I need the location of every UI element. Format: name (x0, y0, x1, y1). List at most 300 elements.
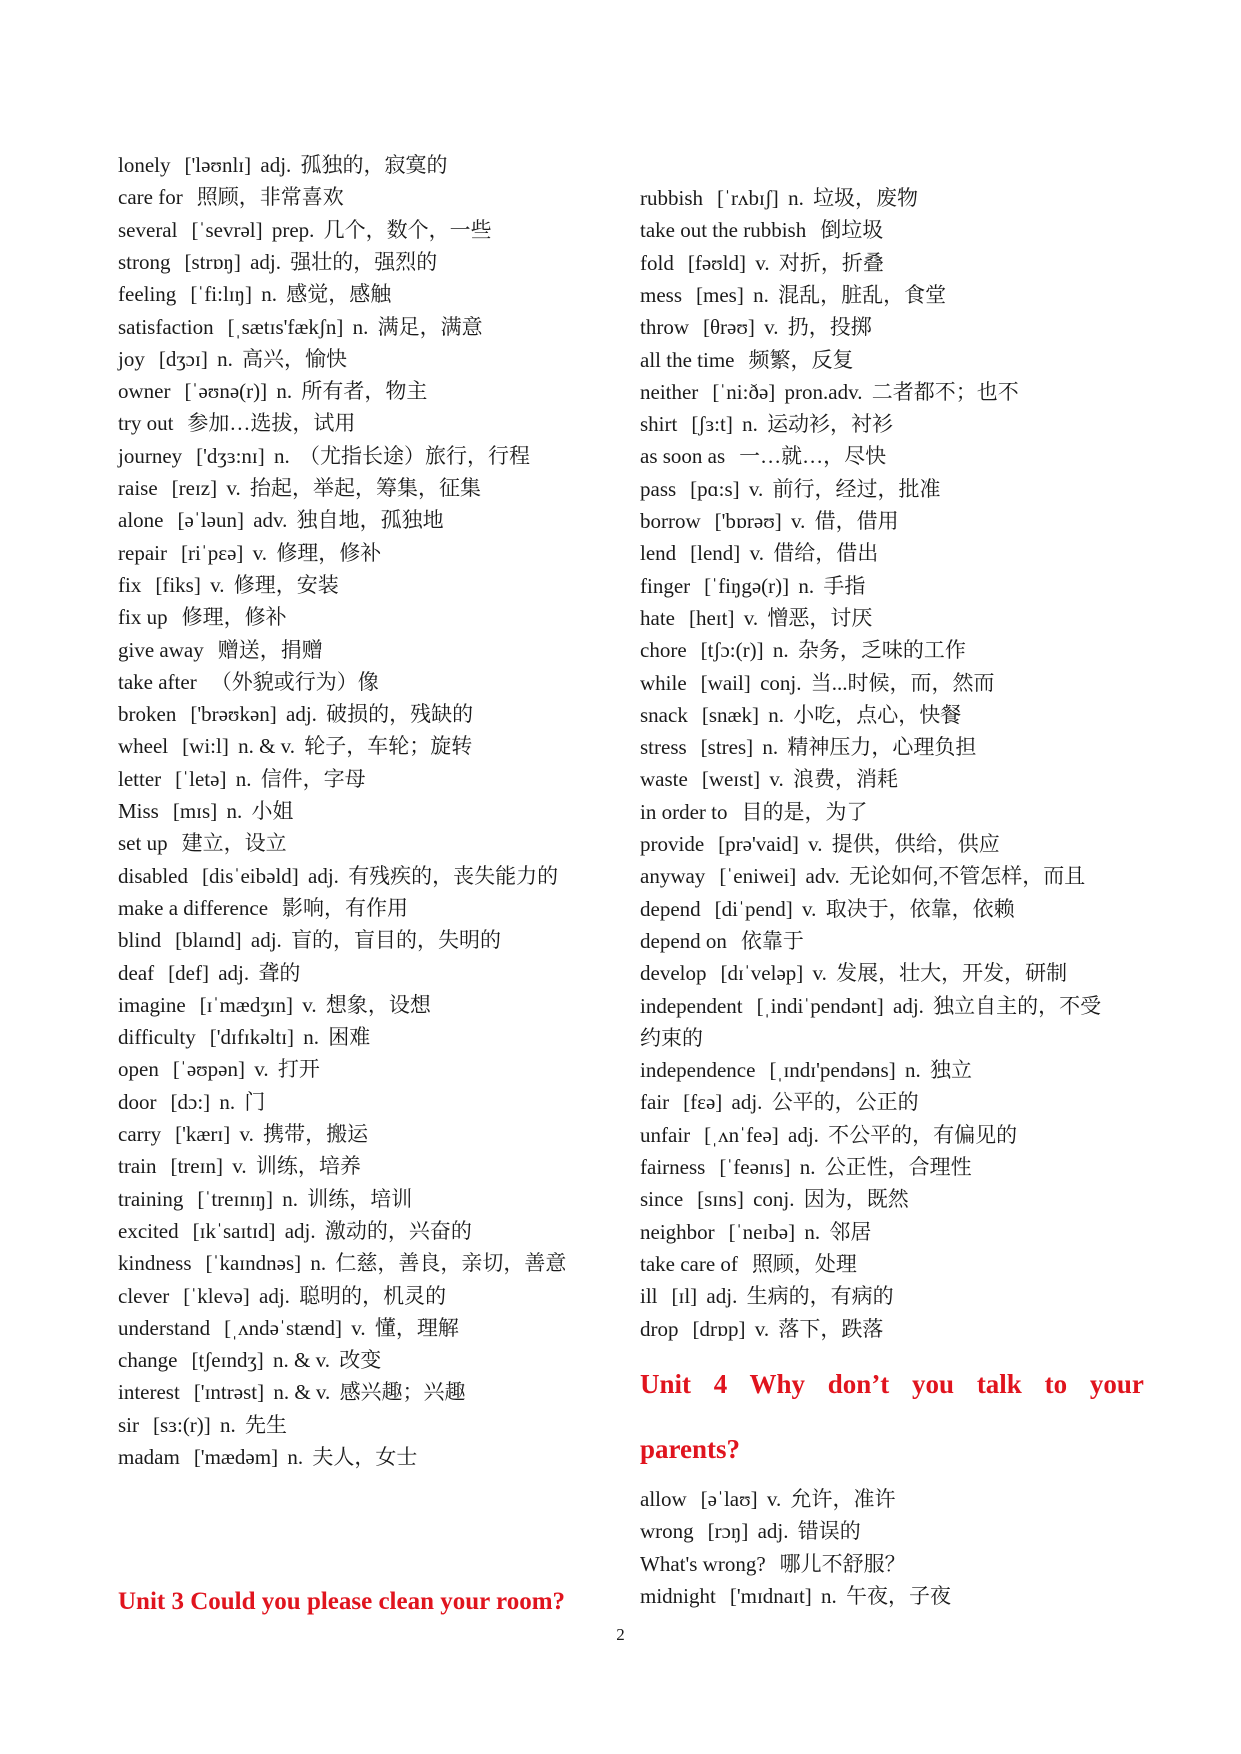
vocab-entry (118, 152, 448, 178)
vocab-entry (640, 411, 893, 437)
vocab-word: journey (118, 443, 183, 468)
vocab-phonetic: [ˌʌndəˈstænd] (224, 1315, 342, 1340)
vocab-entry (640, 573, 865, 599)
vocab-phonetic: [rɔŋ] (707, 1519, 749, 1544)
vocab-meaning: 当...时候，而，然而 (810, 670, 995, 695)
vocab-entry (118, 443, 530, 469)
vocab-meaning: 错误的 (797, 1519, 861, 1544)
vocab-pos: v. (351, 1315, 366, 1340)
vocab-phonetic: ['mædəm] (193, 1445, 279, 1469)
vocab-pos: adj. (284, 1218, 316, 1243)
vocab-meaning: 几个，数个，一些 (323, 217, 492, 242)
vocab-phonetic: [dɔ:] (170, 1089, 211, 1114)
vocab-pos: n. (804, 1219, 821, 1244)
vocab-word: 约束的 (640, 1025, 703, 1050)
vocab-word: carry (118, 1122, 162, 1146)
vocab-pos: n. (220, 1412, 236, 1437)
vocab-entry (640, 476, 941, 502)
unit4-heading-continued: parents? (640, 1434, 741, 1464)
vocab-phonetic: [ˈtreɪnɪŋ] (197, 1186, 274, 1211)
vocab-word: difficulty (118, 1025, 196, 1050)
vocab-entry (118, 1218, 472, 1244)
vocab-phonetic: [disˈeibəld] (201, 863, 299, 888)
vocab-pos: v. (210, 572, 225, 597)
vocab-pos: adj. (260, 153, 292, 177)
vocab-meaning: 先生 (245, 1412, 288, 1437)
vocab-pos: n. (799, 1155, 816, 1179)
vocab-entry (118, 410, 355, 436)
vocab-entry (118, 1412, 287, 1438)
vocab-phonetic: [ɪkˈsaɪtɪd] (192, 1218, 276, 1243)
vocab-word: give away (118, 637, 204, 662)
vocab-word: interest (118, 1380, 180, 1405)
vocab-phonetic: ['ləʊnlɪ] (184, 153, 252, 177)
vocab-word: broken (118, 702, 177, 727)
vocab-meaning: 取决于，依靠，依赖 (825, 896, 1015, 921)
vocab-pos: n. (217, 346, 233, 371)
vocab-meaning: 盲的，盲目的，失明的 (291, 928, 502, 953)
vocab-entry (118, 960, 300, 986)
vocab-pos: v. (754, 1316, 770, 1341)
vocab-pos: v. (302, 992, 317, 1017)
vocab-phonetic: [ˈrʌbɪʃ] (717, 186, 779, 210)
vocab-meaning: 提供，供给，供应 (831, 832, 1000, 856)
vocab-entry (118, 1121, 368, 1147)
vocab-pos: n. & v. (273, 1348, 330, 1373)
vocab-phonetic: [fəʊld] (687, 250, 746, 275)
vocab-word: What's wrong? (640, 1551, 766, 1576)
vocab-meaning: 建立，设立 (181, 831, 287, 856)
vocab-word: fix (118, 572, 142, 597)
vocab-phonetic: [ˈneɪbə] (728, 1219, 796, 1244)
vocab-meaning: 独自地，孤独地 (296, 508, 444, 533)
vocab-entry (640, 1154, 972, 1180)
vocab-word: unfair (640, 1122, 691, 1147)
vocab-phonetic: [ˈəʊnə(r)] (184, 379, 268, 404)
vocab-word: feeling (118, 282, 177, 307)
vocab-pos: adj. (757, 1519, 789, 1544)
vocab-pos: v. (252, 540, 268, 565)
vocab-phonetic: [əˈlaʊ] (700, 1487, 758, 1511)
vocab-phonetic: [fɛə] (683, 1090, 723, 1115)
vocab-pos: adj. (250, 249, 282, 274)
vocab-pos: n. (235, 766, 252, 791)
vocab-phonetic: [reɪz] (171, 476, 218, 500)
vocab-phonetic: [əˈləun] (177, 508, 244, 533)
vocab-entry (640, 702, 961, 728)
vocab-word: depend (640, 896, 701, 921)
vocab-phonetic: [mɪs] (172, 799, 218, 823)
vocab-pos: v. (239, 1122, 254, 1146)
vocab-pos: adj. (218, 960, 250, 985)
vocab-word: understand (118, 1315, 211, 1340)
vocab-entry (640, 960, 1067, 986)
vocab-phonetic: [mes] (696, 282, 744, 307)
vocab-entry (640, 1025, 717, 1051)
vocab-meaning: 前行，经过，批准 (772, 476, 941, 501)
vocab-phonetic: [wi:l] (182, 734, 229, 759)
vocab-phonetic: [drɒp] (692, 1316, 746, 1341)
vocab-entry (640, 1283, 894, 1309)
vocab-entry (640, 1251, 857, 1277)
vocab-meaning: 落下，跌落 (778, 1316, 884, 1341)
vocab-entry (118, 281, 391, 307)
vocab-word: hate (640, 605, 675, 630)
vocab-word: shirt (640, 412, 678, 437)
vocab-word: snack (640, 702, 688, 727)
vocab-entry (118, 217, 492, 243)
vocab-entry (640, 1122, 1017, 1148)
vocab-phonetic: ['bɒrəʊ] (714, 509, 782, 533)
vocab-meaning: 照顾，非常喜欢 (196, 185, 344, 210)
vocab-pos: conj. (753, 1187, 795, 1212)
vocab-word: take out the rubbish (640, 218, 807, 243)
vocab-pos: v. (791, 509, 806, 533)
vocab-entry (640, 1486, 896, 1512)
vocab-pos: n. (821, 1583, 837, 1608)
vocab-entry (640, 443, 886, 469)
vocab-word: disabled (118, 863, 188, 888)
vocab-phonetic: [ˈletə] (175, 766, 227, 791)
vocab-word: lonely (118, 153, 171, 177)
vocab-entry (118, 669, 379, 695)
vocab-word: clever (118, 1283, 170, 1308)
vocab-entry (118, 1444, 417, 1470)
vocab-word: provide (640, 832, 705, 856)
vocab-entry (640, 185, 918, 211)
vocab-phonetic: [ˈsevrəl] (191, 217, 263, 242)
vocab-meaning: 小吃，点心，快餐 (793, 702, 962, 727)
vocab-phonetic: [ˈfiŋgə(r)] (704, 573, 790, 598)
vocab-meaning: 不公平的，有偏见的 (828, 1122, 1018, 1147)
vocab-pos: conj. (760, 670, 802, 695)
vocab-entry (640, 347, 853, 373)
vocab-entry (640, 831, 1000, 857)
page-number: 2 (616, 1625, 625, 1644)
vocab-phonetic: [ɪˈmædʒɪn] (199, 992, 293, 1017)
vocab-word: care for (118, 185, 183, 210)
vocab-meaning: 影响，有作用 (282, 895, 409, 920)
vocab-word: owner (118, 379, 171, 404)
vocab-meaning: 改变 (339, 1348, 382, 1373)
vocab-meaning: （尤指长途）旅行，行程 (298, 443, 530, 468)
vocab-pos: adj. (788, 1122, 819, 1147)
vocab-phonetic: [ʃɜ:t] (691, 412, 733, 437)
vocab-phonetic: [ˈkaɪndnəs] (205, 1251, 302, 1276)
unit4-heading: Unit 4 Why don’t you talk to your (640, 1369, 1144, 1399)
vocab-word: independence (640, 1058, 756, 1083)
vocab-entry (640, 282, 946, 308)
vocab-meaning: 携带，搬运 (263, 1122, 369, 1146)
vocab-word: deaf (118, 960, 155, 985)
vocab-pos: adj. (706, 1284, 738, 1309)
vocab-word: train (118, 1154, 157, 1179)
vocab-entry (118, 507, 444, 533)
vocab-word: mess (640, 282, 682, 307)
vocab-phonetic: [tʃeɪndʒ] (191, 1348, 264, 1373)
vocab-word: open (118, 1057, 159, 1082)
vocab-pos: n. (772, 638, 789, 663)
vocab-entry (640, 217, 883, 243)
vocab-pos: adj. (259, 1283, 290, 1308)
vocab-meaning: 哪儿不舒服？ (779, 1551, 906, 1576)
vocab-meaning: 生病的，有病的 (746, 1284, 894, 1309)
vocab-meaning: 目的是，为了 (741, 799, 868, 824)
vocab-meaning: 公平的，公正的 (771, 1090, 919, 1115)
vocab-word: finger (640, 573, 691, 598)
vocab-phonetic: [ɪl] (671, 1284, 698, 1309)
vocab-word: try out (118, 411, 174, 436)
vocab-phonetic: [dʒɔɪ] (158, 346, 208, 371)
vocab-meaning: 赠送，捐赠 (217, 637, 323, 662)
vocab-entry (118, 184, 344, 210)
vocab-pos: n. (226, 799, 243, 823)
vocab-word: take care of (640, 1251, 738, 1276)
vocab-meaning: 仁慈，善良，亲切，善意 (335, 1251, 567, 1276)
vocab-phonetic: [fiks] (155, 572, 201, 597)
vocab-pos: v. (748, 476, 764, 501)
vocab-entry (640, 1219, 871, 1245)
vocab-entry (118, 572, 339, 598)
vocab-entry (118, 540, 381, 566)
vocab-entry (118, 701, 473, 727)
vocab-pos: v. (808, 832, 823, 856)
vocab-word: wheel (118, 734, 169, 759)
vocab-word: kindness (118, 1251, 192, 1276)
vocab-meaning: 公正性，合理性 (824, 1155, 972, 1179)
vocab-entry (118, 475, 481, 501)
vocab-pos: v. (764, 315, 779, 340)
vocab-entry (118, 1089, 265, 1115)
vocab-entry (640, 1186, 909, 1212)
vocab-phonetic: [def] (168, 960, 209, 985)
vocab-word: anyway (640, 864, 706, 889)
vocab-word: stress (640, 735, 687, 760)
vocab-pos: n. (303, 1025, 320, 1050)
vocab-pos: n. & v. (238, 734, 296, 759)
vocab-meaning: 无论如何,不管怎样，而且 (849, 864, 1086, 889)
vocab-pos: n. (276, 379, 293, 404)
vocab-word: excited (118, 1218, 179, 1243)
vocab-meaning: 邻居 (829, 1219, 872, 1244)
vocab-meaning: 借给，借出 (773, 541, 879, 566)
vocab-meaning: 训练，培养 (255, 1154, 361, 1179)
vocab-entry (640, 766, 898, 792)
vocab-entry (640, 605, 872, 631)
vocab-phonetic: [ˈklevə] (183, 1283, 250, 1308)
vocab-meaning: 夫人，女士 (312, 1445, 418, 1469)
vocab-phonetic: [pɑ:s] (690, 476, 740, 501)
vocab-pos: n. (762, 735, 779, 760)
vocab-meaning: 所有者，物主 (301, 379, 428, 404)
vocab-entry (118, 346, 347, 372)
vocab-pos: adv. (253, 508, 288, 533)
vocab-phonetic: ['mɪdnaɪt] (729, 1583, 812, 1608)
vocab-word: door (118, 1089, 157, 1114)
vocab-pos: n. (753, 282, 769, 307)
vocab-pos: adv. (805, 864, 840, 889)
vocab-meaning: 频繁，反复 (748, 347, 854, 372)
vocab-entry (640, 540, 878, 566)
vocab-pos: adj. (308, 863, 339, 888)
vocab-word: imagine (118, 992, 186, 1017)
vocab-entry (640, 670, 994, 696)
vocab-word: borrow (640, 509, 701, 533)
vocab-phonetic: ['dɪfɪkəltɪ] (209, 1025, 295, 1050)
vocab-word: allow (640, 1487, 687, 1511)
vocab-phonetic: [strɒŋ] (184, 249, 241, 274)
vocab-pos: v. (802, 896, 817, 921)
vocab-meaning: 憎恶，讨厌 (767, 605, 873, 630)
vocab-word: raise (118, 476, 158, 500)
vocab-word: make a difference (118, 895, 269, 920)
vocab-meaning: 一…就…，尽快 (739, 444, 887, 469)
vocab-entry (118, 1024, 370, 1050)
vocab-entry (118, 249, 437, 275)
vocab-pos: n. & v. (273, 1380, 331, 1405)
vocab-meaning: 允许，准许 (790, 1487, 896, 1511)
vocab-entry (118, 895, 408, 921)
vocab-meaning: 打开 (277, 1057, 320, 1082)
vocab-entry (118, 1315, 459, 1341)
vocab-entry (640, 1551, 906, 1577)
vocab-entry (640, 1316, 883, 1342)
vocab-word: training (118, 1186, 184, 1211)
vocab-meaning: 午夜，子夜 (846, 1583, 952, 1608)
vocab-meaning: 精神压力，心理负担 (787, 735, 977, 760)
vocab-pos: v. (766, 1487, 782, 1511)
vocab-pos: n. (768, 702, 784, 727)
vocab-entry (118, 1347, 381, 1373)
vocab-word: pass (640, 476, 677, 501)
vocab-phonetic: [prə'vaid] (718, 832, 799, 856)
vocab-meaning: 扔，投掷 (787, 315, 872, 340)
vocab-word: several (118, 217, 178, 242)
vocab-phonetic: [stres] (700, 735, 754, 760)
vocab-meaning: 修理，修补 (276, 540, 382, 565)
vocab-entry (640, 734, 976, 760)
vocab-phonetic: ['ɪntrəst] (193, 1380, 265, 1405)
vocab-word: satisfaction (118, 314, 214, 339)
vocab-meaning: 抬起，举起，筹集，征集 (250, 476, 482, 500)
vocab-pos: adj. (250, 928, 282, 953)
vocab-word: fair (640, 1090, 670, 1115)
vocab-phonetic: [wail] (700, 670, 751, 695)
vocab-pos: v. (755, 250, 770, 275)
vocab-phonetic: [θrəʊ] (703, 315, 755, 340)
vocab-pos: n. (287, 1445, 304, 1469)
vocab-entry (118, 604, 287, 630)
vocab-phonetic: [lend] (690, 541, 741, 566)
vocab-word: alone (118, 508, 164, 533)
vocab-pos: n. (904, 1058, 921, 1083)
vocab-entry (640, 1057, 972, 1083)
vocab-meaning: 因为，既然 (803, 1187, 909, 1212)
vocab-meaning: 照顾，处理 (751, 1251, 857, 1276)
vocab-pos: adj. (286, 702, 317, 727)
vocab-meaning: 独立 (929, 1058, 972, 1083)
vocab-meaning: 运动衫，衬衫 (767, 412, 894, 437)
vocab-word: sir (118, 1412, 139, 1437)
vocab-phonetic: [weɪst] (701, 767, 761, 792)
vocab-entry (640, 1089, 919, 1115)
vocab-pos: adj. (893, 993, 924, 1018)
vocab-word: set up (118, 831, 168, 856)
vocab-phonetic: [dɪˈveləp] (720, 961, 804, 986)
vocab-word: midnight (640, 1583, 716, 1608)
vocab-entry (640, 379, 1019, 405)
vocab-entry (118, 733, 472, 759)
vocab-meaning: 聋的 (258, 960, 301, 985)
vocab-phonetic: [treɪn] (170, 1154, 223, 1179)
vocab-entry (640, 896, 1015, 922)
vocab-pos: n. (742, 412, 758, 437)
vocab-word: neighbor (640, 1219, 715, 1244)
vocab-word: repair (118, 540, 167, 565)
vocab-pos: n. (352, 314, 369, 339)
vocab-word: fix up (118, 605, 168, 630)
vocab-word: all the time (640, 347, 735, 372)
vocab-pos: pron.adv. (784, 379, 863, 404)
vocab-entry (118, 830, 287, 856)
vocab-meaning: 发展，壮大，开发，研制 (836, 961, 1068, 986)
vocab-phonetic: [ˌsætɪs'fækʃn] (227, 314, 344, 339)
vocab-entry (118, 798, 293, 824)
vocab-phonetic: [diˈpend] (714, 896, 793, 921)
vocab-entry (640, 314, 872, 340)
vocab-meaning: （外貌或行为）像 (210, 669, 379, 694)
vocab-word: throw (640, 315, 689, 340)
vocab-entry (118, 863, 558, 889)
vocab-word: neither (640, 379, 699, 404)
vocab-word: Miss (118, 799, 159, 823)
vocab-entry (640, 637, 966, 663)
vocab-word: independent (640, 993, 743, 1018)
vocab-pos: v. (254, 1057, 269, 1082)
vocab-phonetic: ['kærɪ] (175, 1122, 231, 1146)
vocab-pos: prep. (271, 217, 315, 242)
vocab-word: depend on (640, 928, 727, 953)
vocab-meaning: 强壮的，强烈的 (290, 249, 438, 274)
vocab-meaning: 浪费，消耗 (793, 767, 899, 792)
vocab-word: as soon as (640, 444, 726, 469)
vocab-entry (640, 1518, 861, 1544)
vocab-meaning: 修理，修补 (181, 605, 287, 630)
vocab-pos: n. (273, 443, 290, 468)
vocab-meaning: 孤独的，寂寞的 (300, 153, 448, 177)
vocab-word: waste (640, 767, 688, 792)
vocab-entry (118, 992, 431, 1018)
vocab-entry (118, 1056, 320, 1082)
vocab-meaning: 倒垃圾 (820, 218, 884, 243)
vocab-pos: v. (226, 476, 241, 500)
vocab-meaning: 想象，设想 (325, 992, 431, 1017)
vocab-phonetic: [ˌʌnˈfeə] (704, 1122, 779, 1147)
vocab-meaning: 高兴，愉快 (242, 346, 348, 371)
vocab-meaning: 训练，培训 (307, 1186, 413, 1211)
vocab-word: drop (640, 1316, 679, 1341)
vocab-meaning: 聪明的，机灵的 (299, 1283, 447, 1308)
unit3-heading: Unit 3 Could you please clean your room? (118, 1588, 566, 1615)
vocab-meaning: 垃圾，废物 (813, 186, 919, 210)
vocab-phonetic: [ˌindiˈpendənt] (756, 993, 884, 1018)
vocab-phonetic: [ˈni:ðə] (712, 379, 776, 404)
vocab-entry (118, 314, 483, 340)
vocab-meaning: 激动的，兴奋的 (324, 1218, 472, 1243)
vocab-entry (640, 508, 899, 534)
vocab-meaning: 门 (244, 1089, 266, 1114)
vocab-word: in order to (640, 799, 728, 824)
